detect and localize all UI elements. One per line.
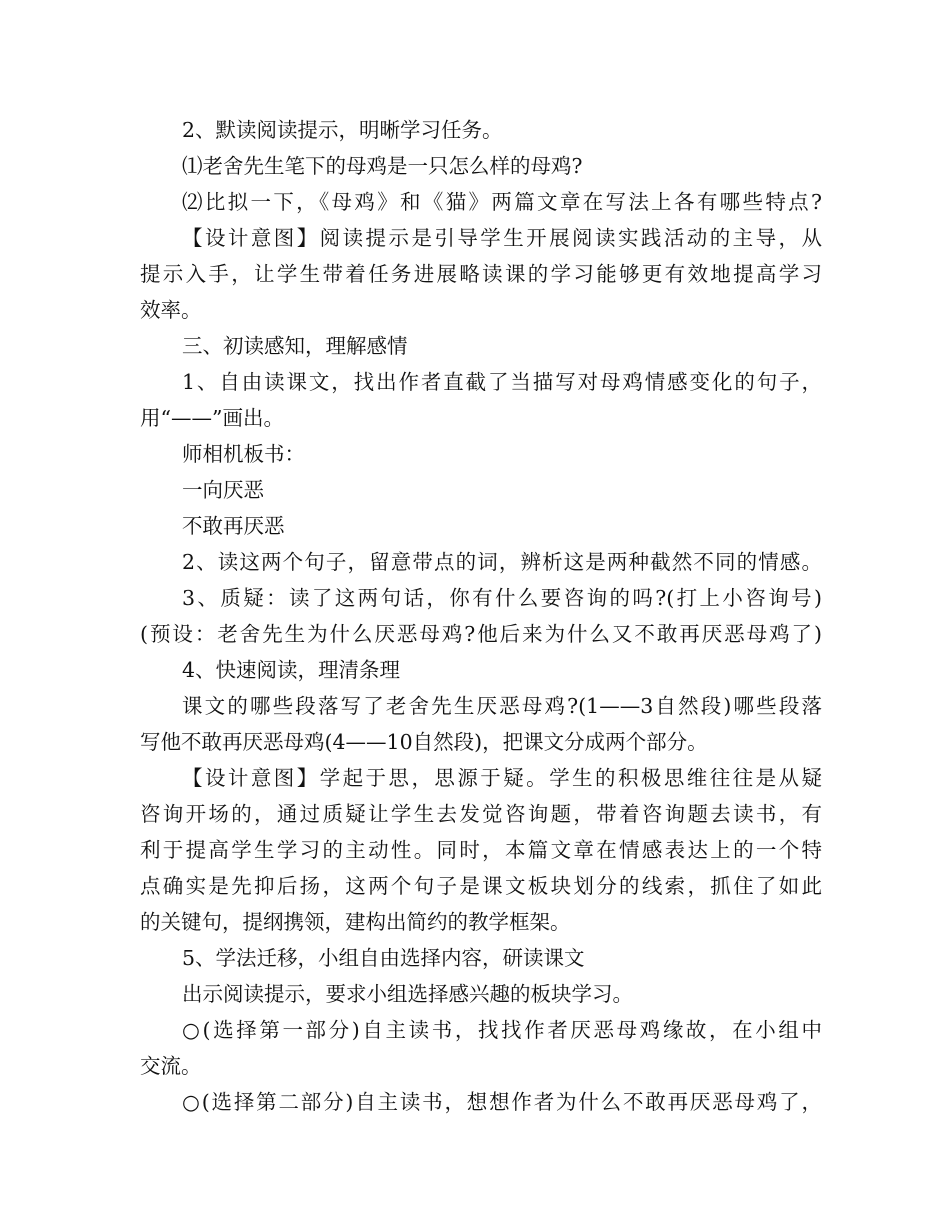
document-page: [140, 112, 822, 1120]
text-line: 用“——”画出。: [140, 406, 284, 430]
text-line: 提示入手，让学生带着任务进展略读课的学习能够更有效地提高学习: [140, 262, 822, 286]
text-line: 点确实是先抑后扬，这两个句子是课文板块划分的线索，抓住了如此: [140, 874, 822, 898]
text-line: 写他不敢再厌恶母鸡(4——10自然段)，把课文分成两个部分。: [140, 730, 708, 754]
text-line: 效率。: [140, 298, 202, 322]
text-line: 的关键句，提纲携领，建构出简约的教学框架。: [140, 910, 571, 934]
text-line: 三、初读感知，理解感情: [182, 334, 408, 358]
text-line: 一向厌恶: [182, 478, 264, 502]
text-line: 利于提高学生学习的主动性。同时，本篇文章在情感表达上的一个特: [140, 838, 822, 862]
text-line: 交流。: [140, 1054, 202, 1078]
text-line: 2、读这两个句子，留意带点的词，辨析这是两种截然不同的情感。: [182, 550, 822, 574]
text-line: 咨询开场的，通过质疑让学生去发觉咨询题，带着咨询题去读书，有: [140, 802, 822, 826]
text-line: 3、质疑：读了这两句话，你有什么要咨询的吗?(打上小咨询号): [182, 586, 822, 610]
text-line: 出示阅读提示，要求小组选择感兴趣的板块学习。: [182, 982, 633, 1006]
text-line: 课文的哪些段落写了老舍先生厌恶母鸡?(1——3自然段)哪些段落: [182, 694, 822, 718]
text-line: ○(选择第二部分)自主读书，想想作者为什么不敢再厌恶母鸡了，: [182, 1090, 822, 1114]
text-line: ⑵比拟一下，《母鸡》和《猫》两篇文章在写法上各有哪些特点?: [182, 190, 822, 214]
text-line: 不敢再厌恶: [182, 514, 285, 538]
text-line: 2、默读阅读提示，明晰学习任务。: [182, 118, 503, 142]
text-line: 5、学法迁移，小组自由选择内容，研读课文: [182, 946, 585, 970]
text-line: 【设计意图】学起于思，思源于疑。学生的积极思维往往是从疑: [182, 766, 822, 790]
text-line: 【设计意图】阅读提示是引导学生开展阅读实践活动的主导，从: [182, 226, 822, 250]
text-line: 师相机板书：: [182, 442, 305, 466]
text-line: ○(选择第一部分)自主读书，找找作者厌恶母鸡缘故，在小组中: [182, 1018, 822, 1042]
text-line: 4、快速阅读，理清条理: [182, 658, 401, 682]
text-line: (预设：老舍先生为什么厌恶母鸡?他后来为什么又不敢再厌恶母鸡了): [140, 622, 822, 646]
text-line: 1、自由读课文，找出作者直截了当描写对母鸡情感变化的句子，: [182, 370, 822, 394]
text-line: ⑴老舍先生笔下的母鸡是一只怎么样的母鸡?: [182, 154, 583, 178]
